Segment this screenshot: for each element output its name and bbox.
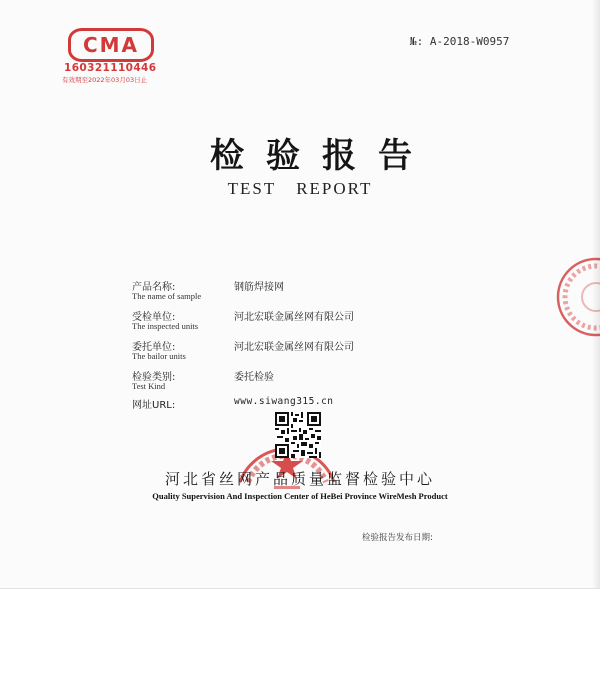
field-label-en: Test Kind xyxy=(132,381,166,391)
field-value: 委托检验 xyxy=(234,372,274,383)
field-value: 河北宏联金属丝网有限公司 xyxy=(234,342,354,353)
cma-validity: 有效期至2022年03月03日止 xyxy=(62,76,148,84)
page-title-cn: 检验报告 xyxy=(210,136,434,176)
field-label-cn: 产品名称: xyxy=(132,282,176,293)
field-value: 钢筋焊接网 xyxy=(234,282,284,293)
field-label-en: The bailor units xyxy=(132,351,186,361)
qr-code-icon xyxy=(275,412,321,458)
field-label-cn: 委托单位: xyxy=(132,342,176,353)
cma-certification-mark xyxy=(60,28,160,84)
field-value: 河北宏联金属丝网有限公司 xyxy=(234,312,354,323)
organization-name-cn: 河北省丝网产品质量监督检验中心 xyxy=(164,470,435,488)
field-label-en: The inspected units xyxy=(132,321,199,331)
field-label-cn: 检验类别: xyxy=(132,372,176,383)
field-label-en: The name of sample xyxy=(132,291,202,301)
website-url[interactable]: www.siwang315.cn xyxy=(234,396,334,407)
cma-logo: CMA xyxy=(68,28,154,62)
cma-number: 160321110446 xyxy=(64,62,157,74)
field-label-cn: 网址URL: xyxy=(132,400,176,411)
report-number: №: A-2018-W0957 xyxy=(410,35,510,48)
issue-date-label: 检验报告发布日期: xyxy=(362,533,433,543)
right-edge-seal xyxy=(552,252,600,342)
page-title-en: TEST REPORT xyxy=(227,179,373,198)
organization-name-en: Quality Supervision And Inspection Center of HeBei Province WireMesh Product xyxy=(152,491,448,501)
field-label-cn: 受检单位: xyxy=(132,312,176,323)
